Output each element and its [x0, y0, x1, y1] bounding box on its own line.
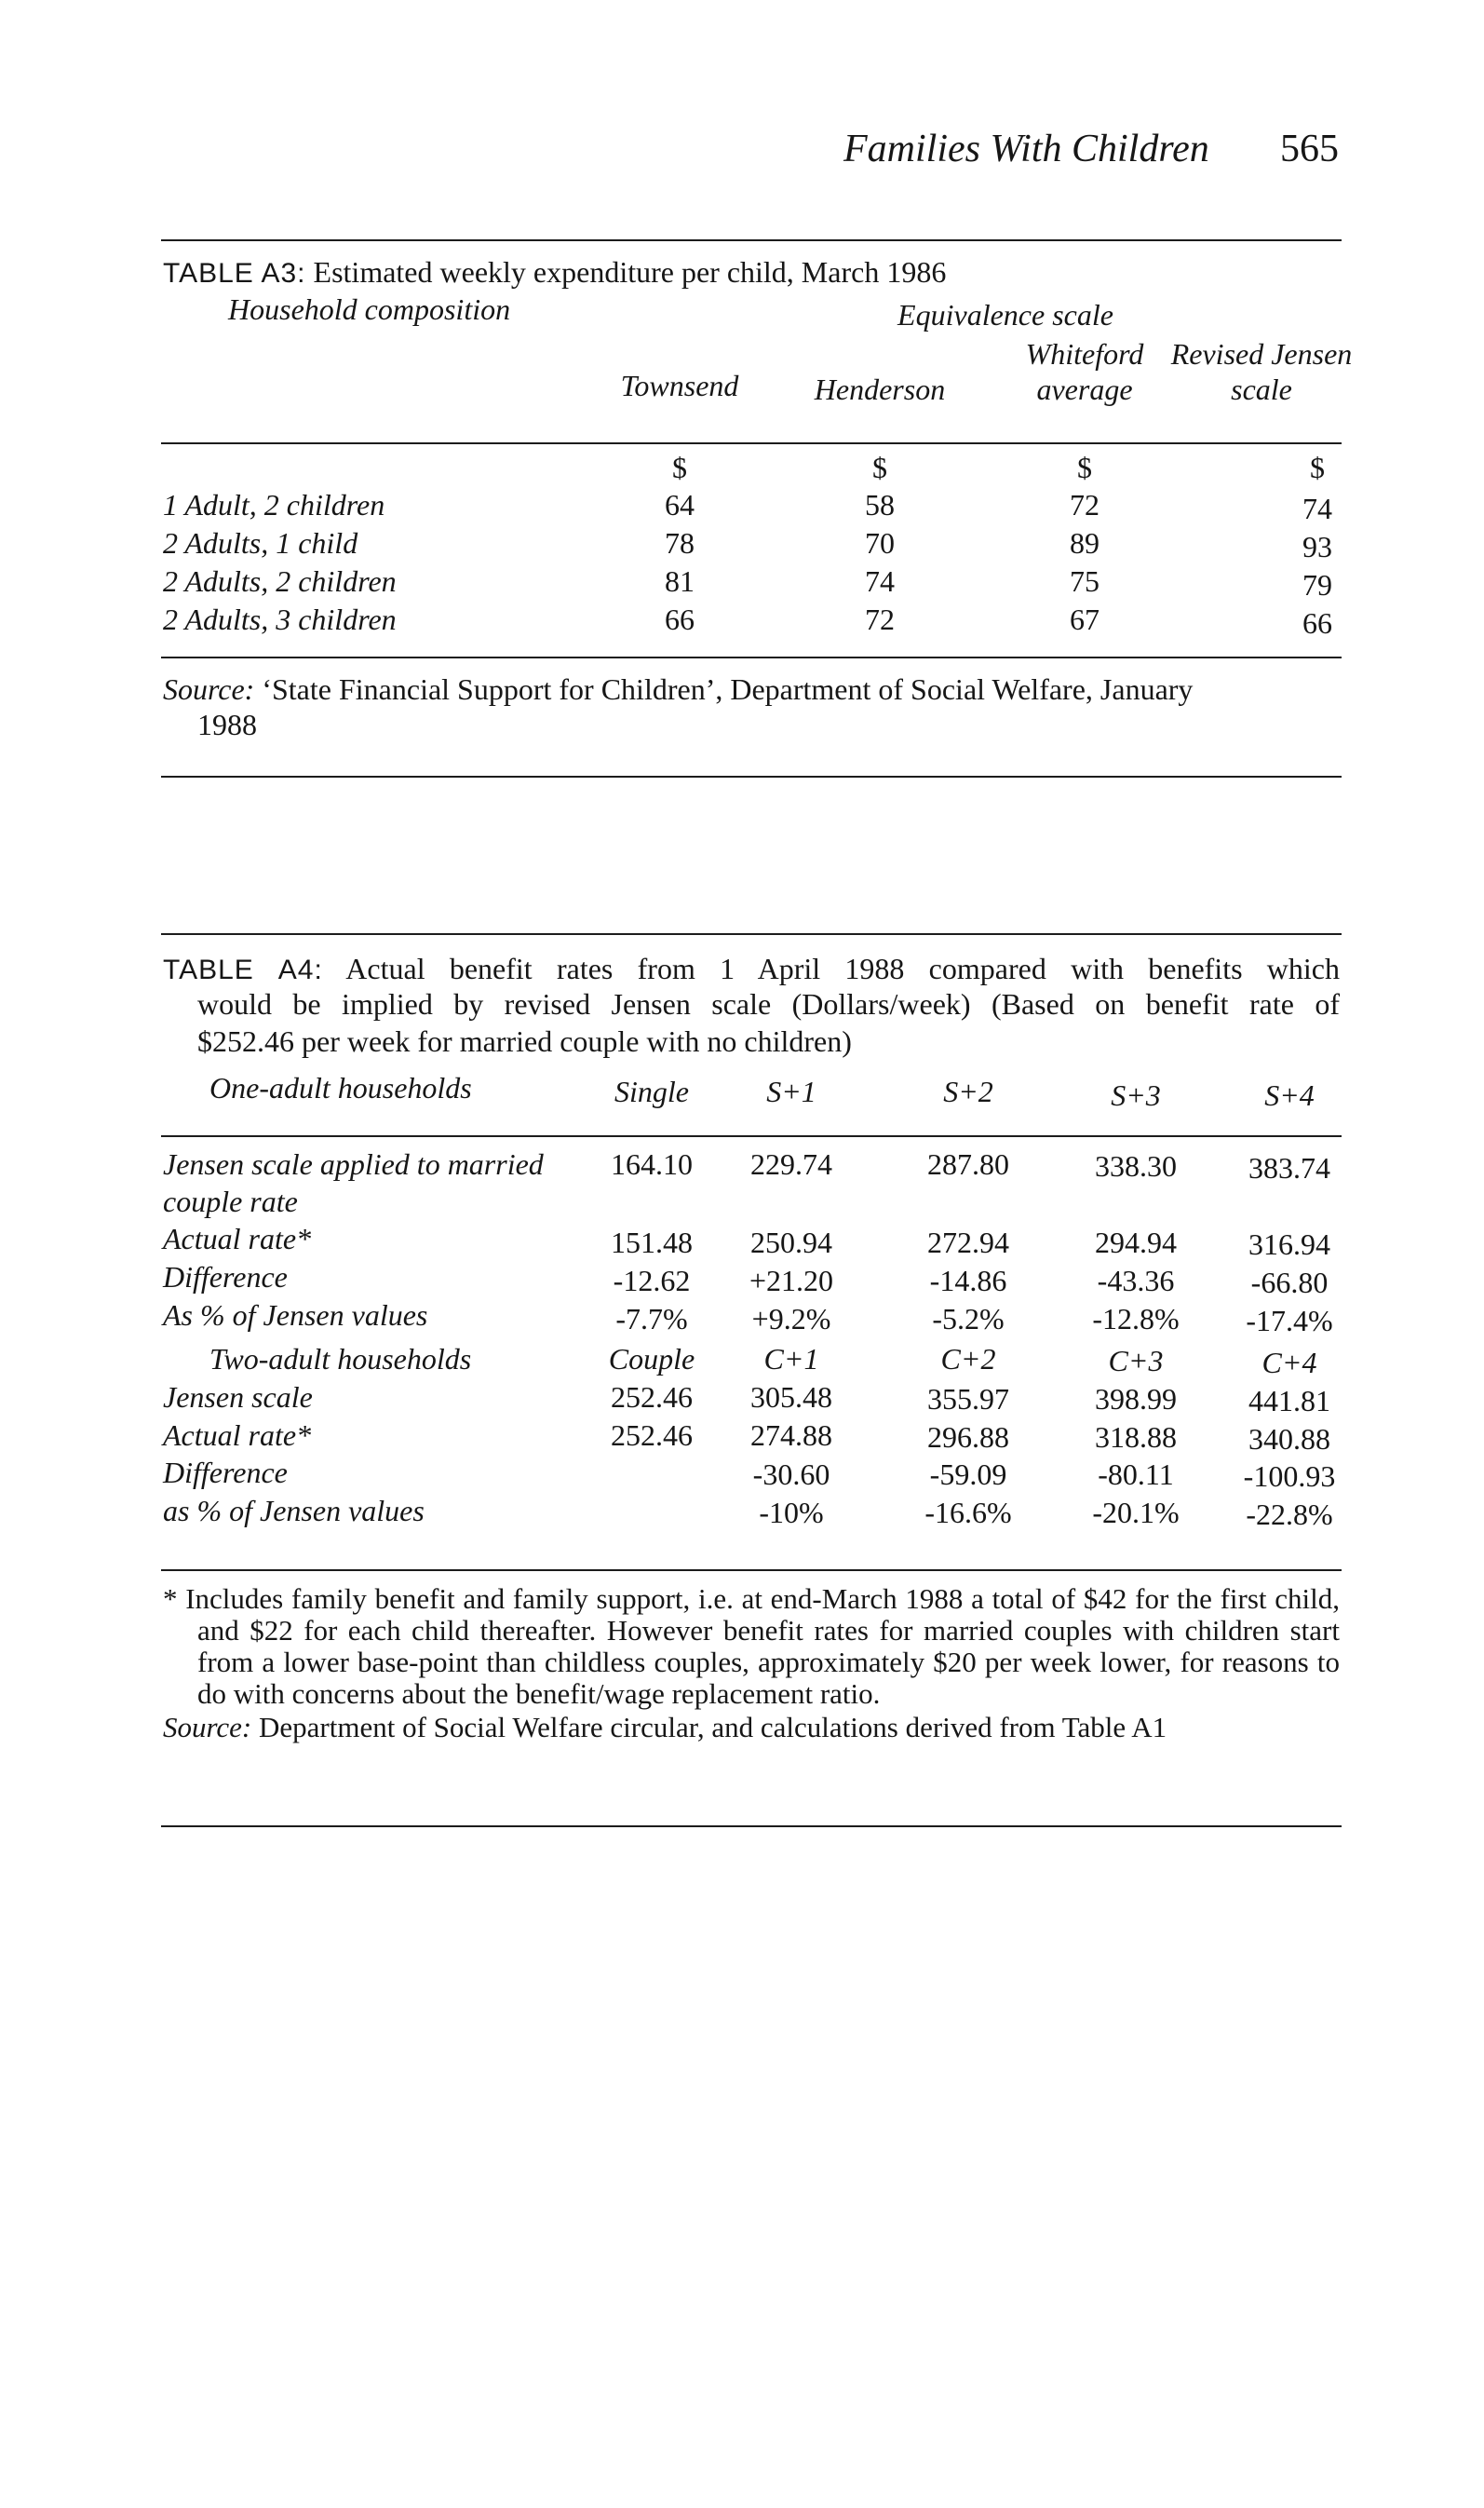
two-adult-header: Two-adult households — [209, 1342, 472, 1376]
table-a3-source — [163, 672, 1193, 707]
table-row-label: 1 Adult, 2 children — [163, 488, 385, 522]
table-a3-caption-text: Estimated weekly expenditure per child, March 1986 — [313, 255, 947, 289]
table-cell: 398.99 — [1095, 1382, 1177, 1416]
table-cell: -30.60 — [752, 1457, 830, 1491]
table-cell: 78 — [665, 526, 695, 560]
table-row-label: as % of Jensen values — [163, 1494, 425, 1527]
table-cell: 383.74 — [1248, 1151, 1330, 1185]
table-a4-header-rule — [161, 1135, 1342, 1137]
source-label: Source: — [163, 1711, 252, 1743]
table-cell: -5.2% — [932, 1302, 1005, 1335]
table-a4-top-rule — [161, 933, 1342, 935]
table-cell: 79 — [1302, 568, 1332, 602]
table-cell: 294.94 — [1095, 1226, 1177, 1259]
col-header: Couple — [608, 1342, 695, 1376]
table-cell: 318.88 — [1095, 1420, 1177, 1454]
table-row-label: As % of Jensen values — [163, 1298, 428, 1332]
table-a3-source-year: 1988 — [197, 708, 257, 741]
table-cell: 58 — [865, 488, 895, 522]
equivalence-scale-header: Equivalence scale — [897, 298, 1113, 332]
col-header: S+2 — [943, 1075, 993, 1108]
col-header-henderson: Henderson — [814, 373, 946, 406]
col-header-jensen-2: scale — [1231, 373, 1292, 406]
unit-whiteford: $ — [1077, 451, 1092, 484]
table-cell: 74 — [865, 564, 895, 598]
table-cell: -12.62 — [613, 1264, 691, 1297]
table-a3-body-rule — [161, 657, 1342, 658]
table-cell: 229.74 — [750, 1147, 832, 1181]
col-header-townsend: Townsend — [620, 369, 739, 402]
table-cell: 64 — [665, 488, 695, 522]
table-a4-caption-line-2: would be implied by revised Jensen scale (Dollars/week) (Based on benefit rate of — [197, 987, 1340, 1021]
table-cell: +9.2% — [751, 1302, 831, 1335]
table-a4-notes — [163, 1583, 1340, 1743]
unit-jensen: $ — [1310, 451, 1325, 484]
table-cell: -59.09 — [929, 1457, 1007, 1491]
table-cell: 93 — [1302, 530, 1332, 563]
table-a4-bottom-rule — [161, 1825, 1342, 1827]
table-a3 — [163, 244, 1353, 747]
table-cell: -43.36 — [1097, 1264, 1175, 1297]
table-cell: -12.8% — [1092, 1302, 1180, 1335]
table-cell: 70 — [865, 526, 895, 560]
table-a3-top-rule — [161, 239, 1342, 241]
table-row-label: Difference — [163, 1260, 288, 1294]
col-header-whiteford-1: Whiteford — [1025, 337, 1144, 371]
table-row-label: 2 Adults, 1 child — [163, 526, 358, 560]
table-row-label: Actual rate* — [163, 1222, 312, 1255]
col-header: Single — [614, 1075, 689, 1108]
source-text: ‘State Financial Support for Children’, Department of Social Welfare, January — [262, 672, 1194, 706]
table-a3-label: TABLE A3: — [163, 258, 306, 289]
table-cell: +21.20 — [749, 1264, 834, 1297]
table-row-label: Jensen scale applied to married — [163, 1147, 544, 1181]
caption-text-1: Actual benefit rates from 1 April 1988 compared with benefits which — [345, 952, 1341, 985]
table-cell: 66 — [665, 603, 695, 636]
col-header: C+2 — [940, 1342, 996, 1376]
table-cell: 340.88 — [1248, 1422, 1330, 1456]
table-a3-header-rule — [161, 442, 1342, 444]
table-a4-caption-line-3: $252.46 per week for married couple with no children) — [197, 1024, 852, 1058]
table-cell: 338.30 — [1095, 1149, 1177, 1183]
table-row-label: couple rate — [163, 1185, 298, 1218]
table-cell: -80.11 — [1098, 1457, 1174, 1491]
table-cell: -100.93 — [1243, 1459, 1336, 1493]
unit-henderson: $ — [872, 451, 887, 484]
table-cell: 67 — [1070, 603, 1100, 636]
table-cell: 89 — [1070, 526, 1100, 560]
table-a3-bottom-rule — [161, 776, 1342, 778]
col-header: S+1 — [766, 1075, 816, 1108]
table-a4 — [163, 941, 1340, 1546]
table-cell: -66.80 — [1250, 1266, 1329, 1299]
table-cell: -7.7% — [615, 1302, 688, 1335]
table-a4-source — [163, 1712, 1340, 1743]
table-cell: 272.94 — [927, 1226, 1009, 1259]
table-row-label: Difference — [163, 1456, 288, 1489]
table-cell: -10% — [759, 1496, 824, 1529]
running-head-title: Families With Children — [843, 128, 1209, 170]
table-cell: 287.80 — [927, 1147, 1009, 1181]
col-header: S+4 — [1264, 1078, 1315, 1112]
table-cell: 66 — [1302, 606, 1332, 640]
col-header-jensen-1: Revised Jensen — [1170, 337, 1353, 371]
household-composition-header: Household composition — [228, 292, 511, 326]
table-cell: -22.8% — [1246, 1498, 1333, 1531]
table-row-label: Jensen scale — [163, 1380, 313, 1414]
table-cell: 75 — [1070, 564, 1100, 598]
table-a4-caption-line-1 — [163, 950, 1340, 989]
col-header: C+3 — [1108, 1344, 1164, 1377]
table-cell: 274.88 — [750, 1418, 832, 1452]
table-cell: 355.97 — [927, 1382, 1009, 1416]
source-text: Department of Social Welfare circular, and calculations derived from Table A1 — [259, 1711, 1167, 1743]
page-number: 565 — [1280, 128, 1339, 170]
source-label: Source: — [163, 672, 255, 706]
table-cell: -17.4% — [1246, 1304, 1333, 1337]
table-cell: 74 — [1302, 492, 1332, 525]
table-a4-body-rule — [161, 1569, 1342, 1571]
col-header-whiteford-2: average — [1036, 373, 1133, 406]
unit-townsend: $ — [672, 451, 687, 484]
table-cell: 81 — [665, 564, 695, 598]
table-cell: 252.46 — [611, 1418, 693, 1452]
table-row-label: 2 Adults, 3 children — [163, 603, 397, 636]
table-cell: 164.10 — [611, 1147, 693, 1181]
table-row-label: 2 Adults, 2 children — [163, 564, 397, 598]
table-a4-footnote: * Includes family benefit and family support, i.e. at end-March 1988 a total of $42 for the first child, and $22 for each child thereafter. However benefit rates for married couples with children start from a lower base-point than childless couples, approximately $20 per week lower, for reasons to do with concerns about the benefit/wage replacement ratio. — [163, 1582, 1340, 1710]
table-a3-caption — [163, 253, 946, 292]
col-header: C+1 — [763, 1342, 819, 1376]
table-cell: 250.94 — [750, 1226, 832, 1259]
table-cell: 316.94 — [1248, 1227, 1330, 1261]
table-cell: 305.48 — [750, 1380, 832, 1414]
table-cell: 252.46 — [611, 1380, 693, 1414]
table-cell: 441.81 — [1248, 1384, 1330, 1417]
table-cell: -14.86 — [929, 1264, 1007, 1297]
table-cell: 296.88 — [927, 1420, 1009, 1454]
table-row-label: Actual rate* — [163, 1418, 312, 1452]
table-cell: 72 — [865, 603, 895, 636]
table-cell: -20.1% — [1092, 1496, 1180, 1529]
table-cell: 151.48 — [611, 1226, 693, 1259]
table-cell: -16.6% — [924, 1496, 1012, 1529]
col-header: S+3 — [1111, 1078, 1161, 1112]
table-cell: 72 — [1070, 488, 1100, 522]
table-a4-label: TABLE A4: — [163, 955, 323, 985]
one-adult-header: One-adult households — [209, 1071, 472, 1105]
col-header: C+4 — [1261, 1346, 1317, 1379]
